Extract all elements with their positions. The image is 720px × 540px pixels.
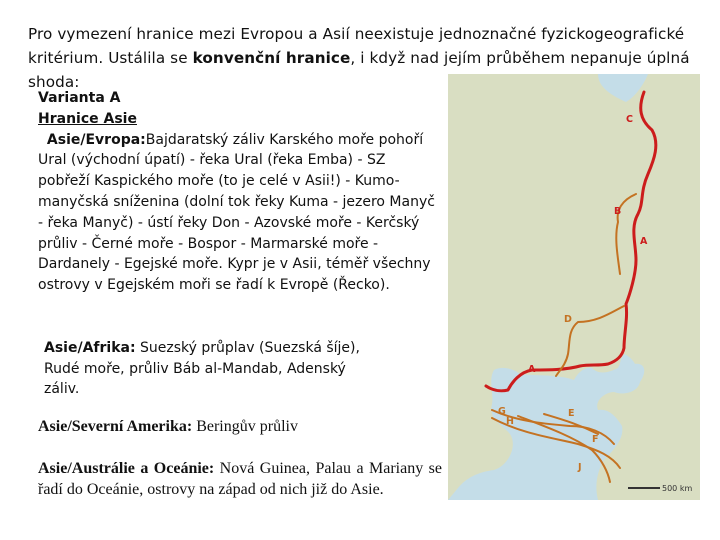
- map-letter-f: F: [592, 434, 599, 445]
- intro-bold-term: konvenční hranice: [192, 49, 351, 67]
- variant-text: Bajdaratský záliv Karského moře pohoří Ural (východní úpatí) - řeka Ural (řeka Emba) - SZ pobřeží Kaspického moře (to je celé v Asii!) - Kumo-manyčská sníženina (dolní tok řeky Kuma - jezero Manyč - řeka Manyč) - ústí řeky Don - Azovské moře - Kerčský průliv - Černé moře - Bospor - Marmarské moře - Dardanely - Egejské moře. Kypr je v Asii, téměř všechny ostrovy v Egejském moři se řadí k Evropě (Řecko).: [38, 131, 435, 294]
- afrika-label: Asie/Afrika:: [44, 340, 136, 356]
- australie-paragraph: [38, 458, 442, 500]
- afrika-text: Suezský průplav (Suezská šíje), Rudé moře, průliv Báb al-Mandab, Adenský záliv.: [44, 340, 360, 397]
- map-letter-d: D: [564, 314, 572, 325]
- map-scale-label: 500 km: [662, 484, 693, 493]
- map-letter-a-south: A: [528, 364, 536, 375]
- variant-border-text: [38, 130, 438, 296]
- variant-label: Asie/Evropa:: [46, 131, 146, 148]
- australie-label: Asie/Austrálie a Oceánie:: [38, 460, 215, 477]
- map-letter-e: E: [568, 408, 575, 419]
- australie-text: Nová Guinea, Palau a Mariany se řadí do Oceánie, ostrovy na západ od nich již do Asie.: [38, 460, 442, 498]
- map-letter-a-north: A: [640, 236, 648, 247]
- map-letter-h: H: [506, 416, 514, 427]
- map-letter-j: J: [578, 462, 582, 473]
- variant-subtitle: Hranice Asie: [38, 110, 137, 127]
- intro-text: Pro vymezení hranice mezi Evropou a Asií neexistuje jednoznačné fyzickogeografické kritérium. Ustálila se: [28, 25, 685, 67]
- europe-asia-border-map: [448, 74, 700, 500]
- variant-block: [38, 88, 438, 296]
- map-letter-b: B: [614, 206, 622, 217]
- map-letter-g: G: [498, 406, 506, 417]
- variant-title: Varianta A: [38, 90, 121, 106]
- intro-text-end: , i když nad jejím průběhem nepanuje úplná shoda:: [28, 49, 690, 91]
- map-letter-c: C: [626, 114, 633, 125]
- amerika-paragraph: [38, 418, 438, 436]
- amerika-label: Asie/Severní Amerika:: [38, 418, 193, 435]
- amerika-text: Beringův průliv: [192, 418, 298, 435]
- afrika-paragraph: [44, 338, 374, 400]
